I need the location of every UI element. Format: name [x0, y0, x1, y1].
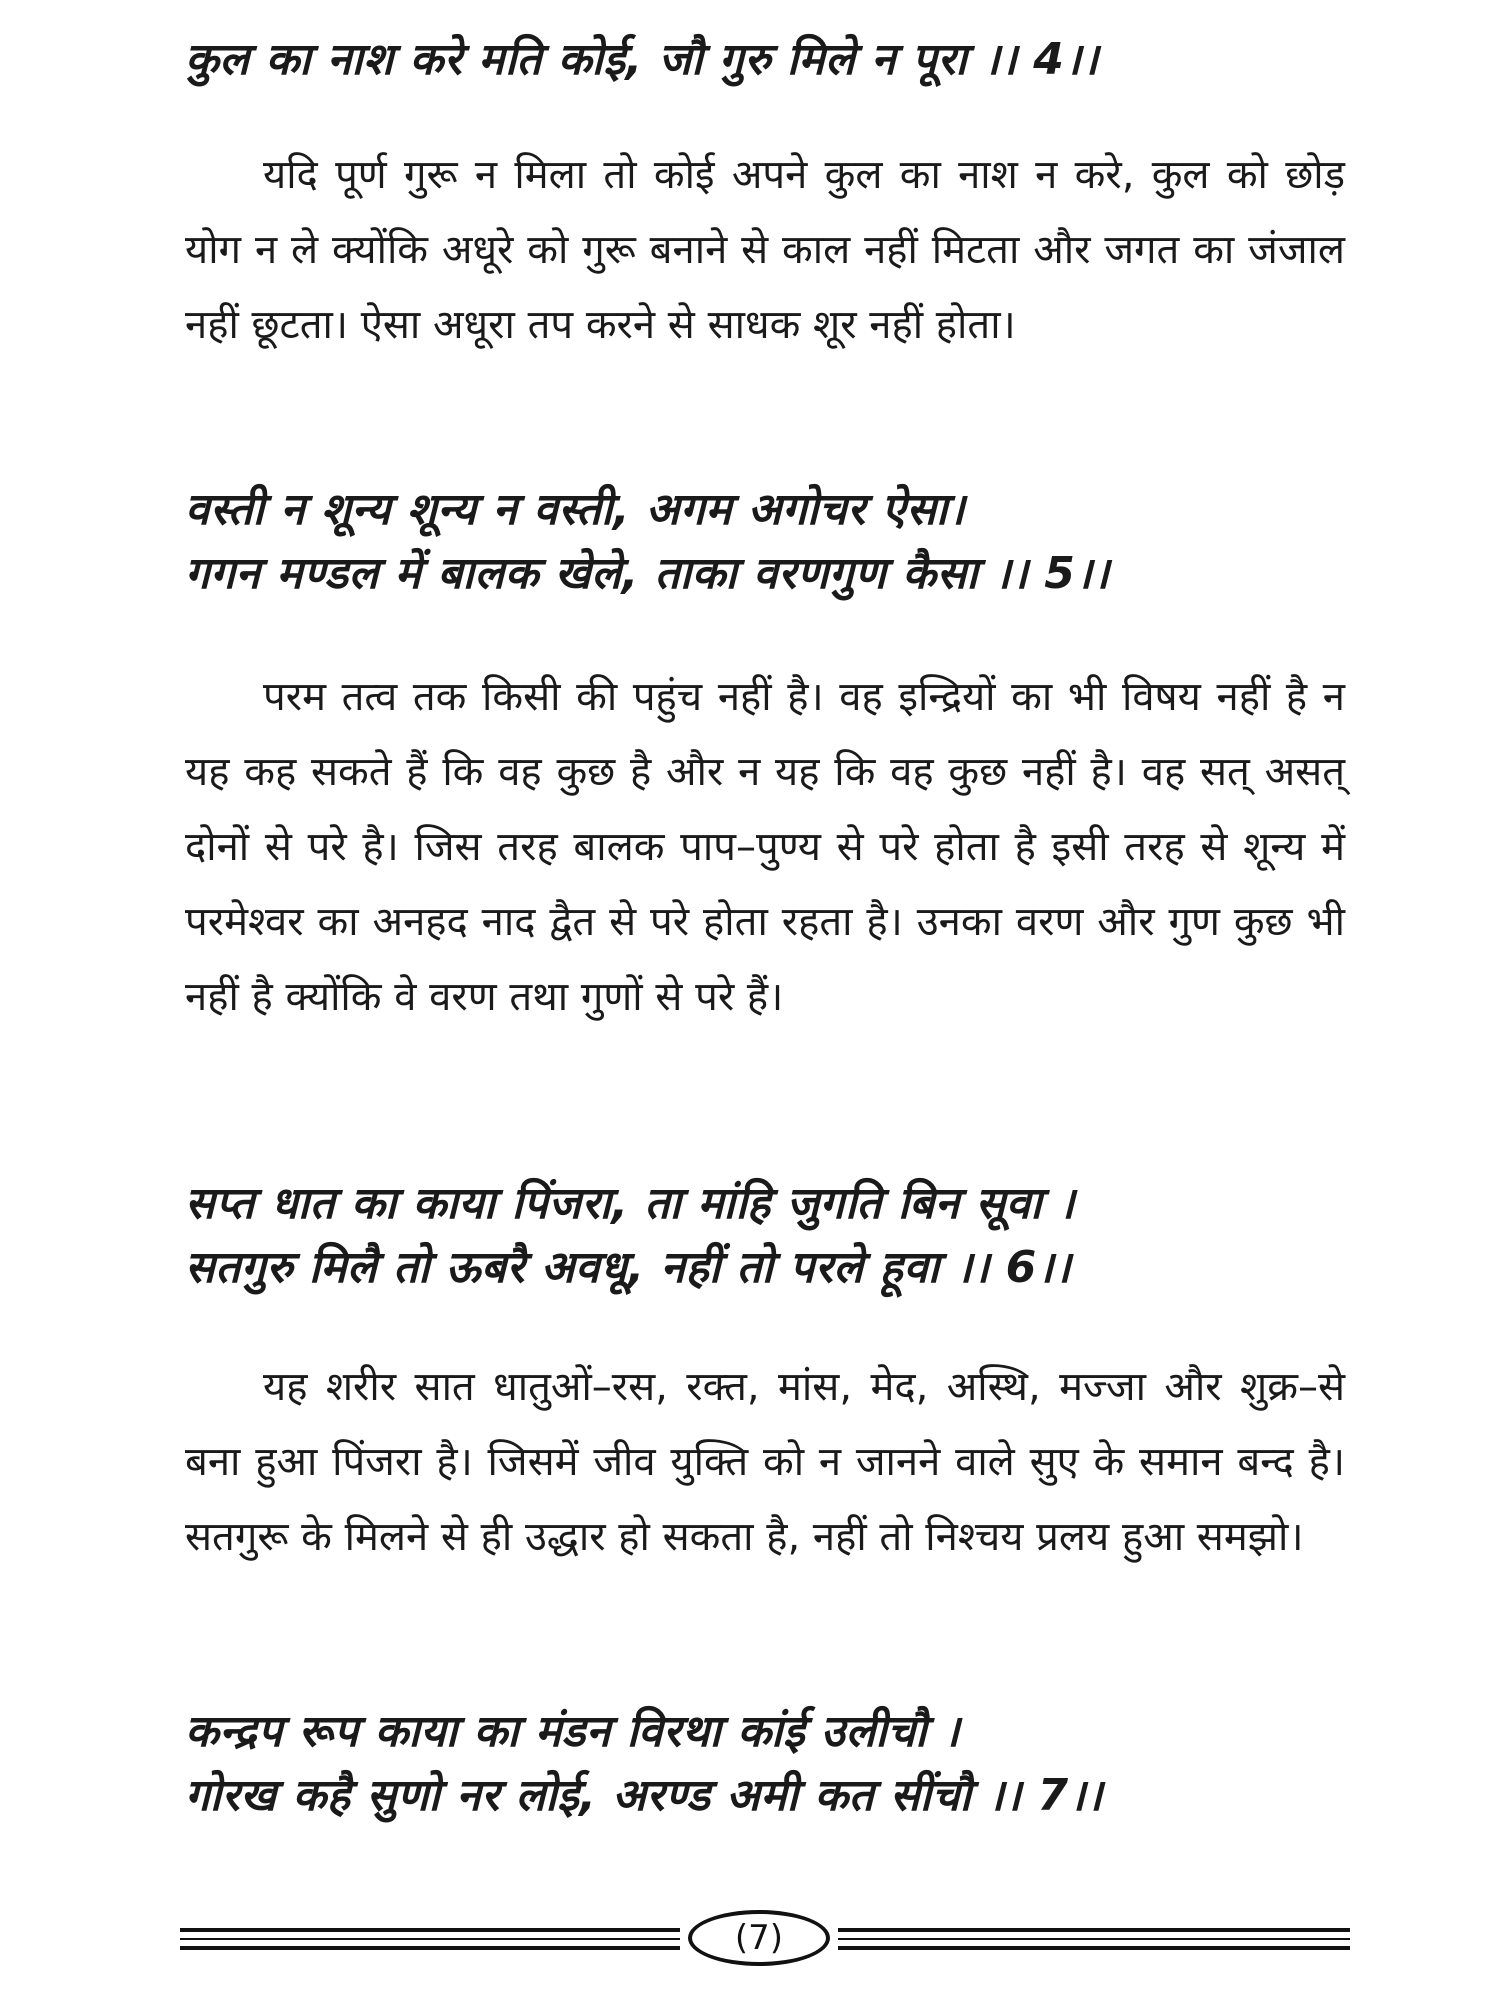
- page-footer: [180, 1910, 1350, 1970]
- footer-rule-right-mid: [838, 1938, 1350, 1940]
- paragraph-text: परम तत्व तक किसी की पहुंच नहीं है। वह इन्द्रियों का भी विषय नहीं है न यह कह सकते हैं कि वह कुछ है और न यह कि वह कुछ नहीं है। वह सत् असत् दोनों से परे है। जिस तरह बालक पाप–पुण्य से परे होता है इसी तरह से शून्य में परमेश्वर का अनहद नाद द्वैत से परे होता रहता है। उनका वरण और गुण कुछ भी नहीं है क्योंकि वे वरण तथा गुणों से परे हैं।: [185, 674, 1345, 1020]
- verse-line: गोरख कहै सुणो नर लोई, अरण्ड अमी कत सींचौ ।। 7।।: [185, 1770, 1103, 1821]
- verse-line: वस्ती न शून्य शून्य न वस्ती, अगम अगोचर ऐसा।: [185, 484, 966, 535]
- verse-line: कुल का नाश करे मति कोई, जौ गुरु मिले न पूरा ।। 4।।: [185, 34, 1099, 85]
- footer-rule-left-bottom: [180, 1946, 680, 1950]
- paragraph-text: यदि पूर्ण गुरू न मिला तो कोई अपने कुल का नाश न करे, कुल को छोड़ योग न ले क्योंकि अधूरे को गुरू बनाने से काल नहीं मिटता और जगत का जंजाल नहीं छूटता। ऐसा अधूरा तप करने से साधक शूर नहीं होता।: [185, 152, 1345, 348]
- footer-rule-left-mid: [180, 1938, 680, 1940]
- page-number: (7): [734, 1918, 784, 1958]
- verse-4: [185, 28, 1345, 92]
- page-number-badge: [688, 1910, 830, 1966]
- verse-line: सप्त धात का काया पिंजरा, ता मांहि जुगति बिन सूवा ।: [185, 1178, 1076, 1229]
- paragraph-text: यह शरीर सात धातुओं–रस, रक्त, मांस, मेद, अस्थि, मज्जा और शुक्र–से बना हुआ पिंजरा है। जिसमें जीव युक्ति को न जानने वाले सुए के समान बन्द है। सतगुरू के मिलने से ही उद्धार हो सकता है, नहीं तो निश्चय प्रलय हुआ समझो।: [185, 1364, 1345, 1560]
- verse-6: [185, 1172, 1345, 1300]
- footer-rule-left-top: [180, 1928, 680, 1932]
- verse-5: [185, 478, 1345, 606]
- verse-line: कन्द्रप रूप काया का मंडन विरथा कांई उलीचौ ।: [185, 1706, 961, 1757]
- commentary-paragraph-3: [185, 1350, 1345, 1575]
- footer-rule-right-bottom: [838, 1946, 1350, 1950]
- verse-7: [185, 1700, 1345, 1828]
- commentary-paragraph-1: [185, 138, 1345, 363]
- commentary-paragraph-2: [185, 660, 1345, 1035]
- verse-line: सतगुरु मिलै तो ऊबरै अवधू, नहीं तो परले हूवा ।। 6।।: [185, 1242, 1072, 1293]
- footer-rule-right-top: [838, 1928, 1350, 1932]
- verse-line: गगन मण्डल में बालक खेले, ताका वरणगुण कैसा ।। 5।।: [185, 548, 1110, 599]
